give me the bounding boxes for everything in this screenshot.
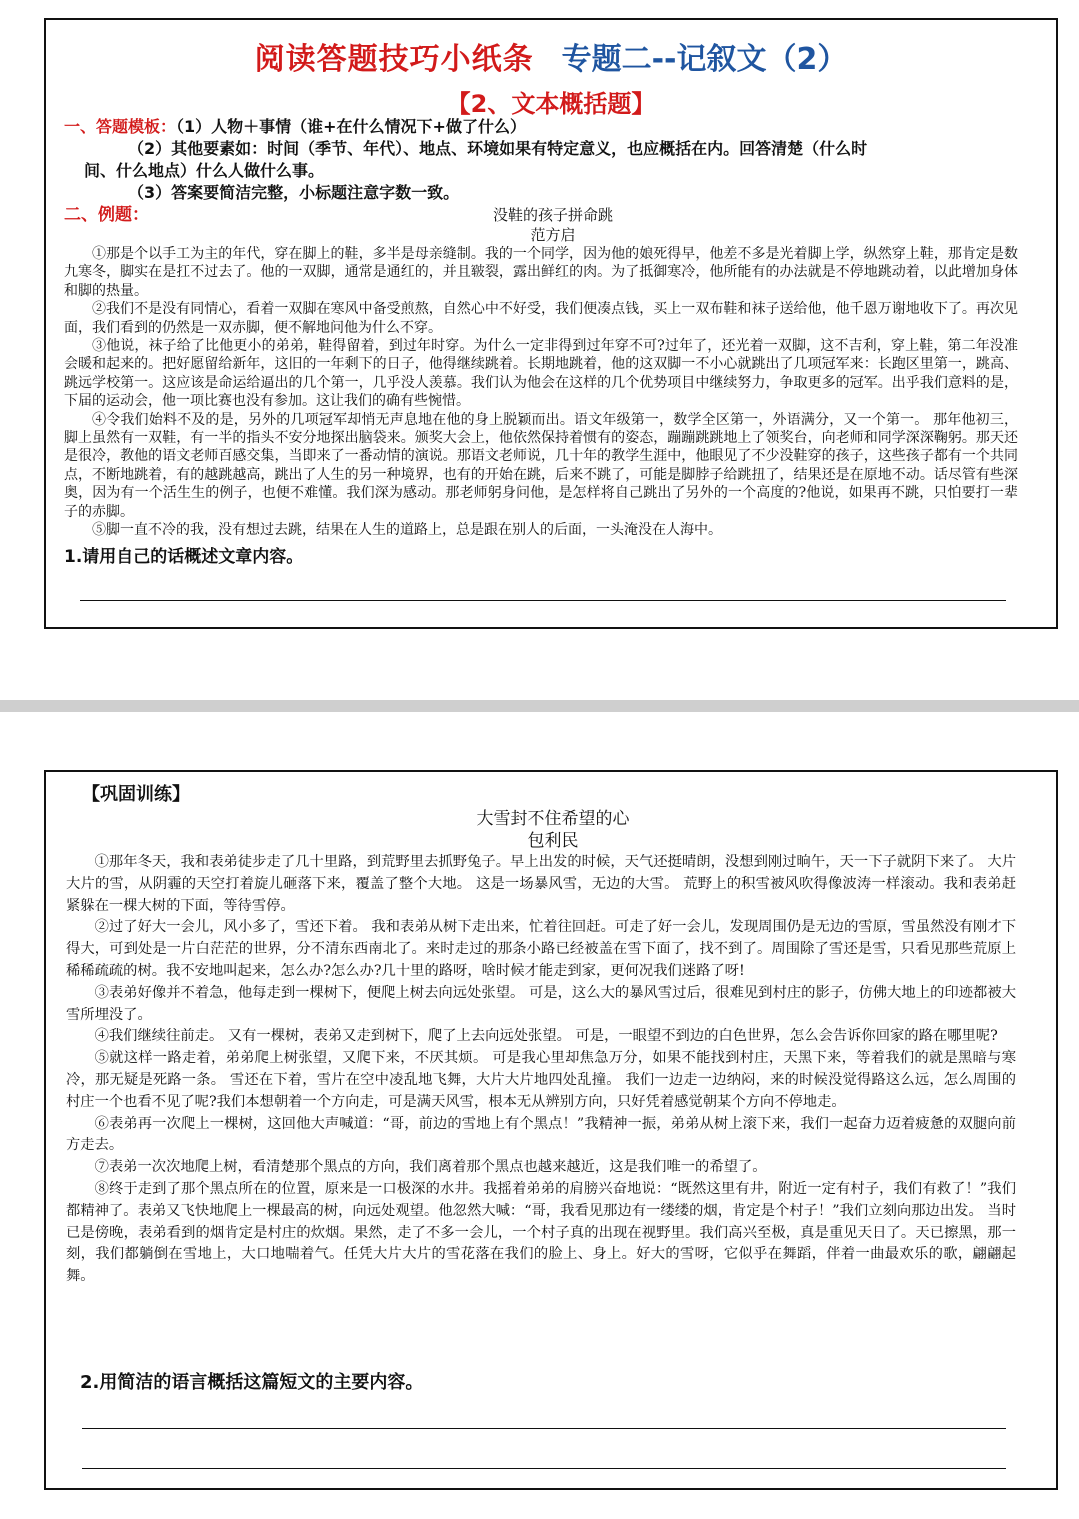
answer-line[interactable] <box>82 1428 1006 1429</box>
question-2: 2.用简洁的语言概括这篇短文的主要内容。 <box>80 1372 424 1393</box>
page-title <box>46 34 1056 78</box>
passage-paragraph: ①那是个以手工为主的年代，穿在脚上的鞋，多半是母亲缝制。我的一个同学，因为他的娘死得早，他差不多是光着脚上学，纵然穿上鞋，那肯定是数九寒冬，脚实在是扛不过去了。他的一双脚，通常是通红的，并且皲裂，露出鲜红的肉。为了抵御寒冷，他所能有的办法就是不停地跳动着，以此增加身体和脚的热量。 <box>64 246 1018 299</box>
worksheet-page-2 <box>44 770 1058 1490</box>
template-item-3: （3）答案要简洁完整，小标题注意字数一致。 <box>128 183 460 202</box>
answer-line[interactable] <box>82 1468 1006 1469</box>
passage-paragraph: ⑥表弟再一次爬上一棵树，这回他大声喊道：“哥，前边的雪地上有个黑点！”我精神一振，弟弟从树上滚下来，我们一起奋力迈着疲惫的双腿向前方走去。 <box>66 1115 1016 1154</box>
worksheet-page-1 <box>44 18 1058 629</box>
example-passage <box>64 245 1018 540</box>
passage-paragraph: ⑧终于走到了那个黑点所在的位置，原来是一口极深的水井。我摇着弟弟的肩膀兴奋地说：“既然这里有井，附近一定有村子，我们有救了！”我们都精神了。表弟又飞快地爬上一棵最高的树，向远处观望。他忽然大喊：“哥，我看见那边有一缕缕的烟，肯定是个村子！”我们立刻向那边出发。 当时已是傍晚，表弟看到的烟肯定是村庄的炊烟。果然，走了不多一会儿，一个村子真的出现在视野里。我们高兴至极，真是重见天日了。天已擦黑，那一刻，我们都躺倒在雪地上，大口地喘着气。任凭大片大片的雪花落在我们的脸上、身上。好大的雪呀，它似乎在舞蹈，伴着一曲最欢乐的歌，翩翩起舞。 <box>66 1180 1016 1285</box>
template-line-1 <box>64 116 526 138</box>
passage-paragraph: ②我们不是没有同情心，看着一双脚在寒风中备受煎熬，自然心中不好受，我们便凑点钱，买上一双布鞋和袜子送给他，他千恩万谢地收下了。再次见面，我们看到的仍然是一双赤脚，便不解地问他为什么不穿。 <box>64 301 1018 336</box>
passage-paragraph: ①那年冬天，我和表弟徒步走了几十里路，到荒野里去抓野兔子。早上出发的时候，天气还挺晴朗，没想到刚过晌午，天一下子就阴下来了。 大片大片的雪，从阴霾的天空打着旋儿砸落下来，覆盖了整个大地。 这是一场暴风雪，无边的大雪。 荒野上的积雪被风吹得像波涛一样滚动。我和表弟赶紧躲在一棵大树的下面，等待雪停。 <box>66 854 1016 914</box>
passage-paragraph: ③他说，袜子给了比他更小的弟弟，鞋得留着，到过年时穿。为什么一定非得到过年穿不可?过年了，还光着一双脚，这不吉利，穿上鞋，第二年没准会暖和起来的。把好愿留给新年，这旧的一年剩下的日子，他得继续跳着。长期地跳着，他的这双脚一不小心就跳出了几项冠军来：长跑区里第一，跳高、跳远学校第一。这应该是命运给逼出的几个第一，几乎没人羡慕。我们认为他会在这样的几个优势项目中继续努力，争取更多的冠军。出乎我们意料的是，下届的运动会，他一项比赛也没有参加。这让我们的确有些惋惜。 <box>64 338 1018 410</box>
practice-section-title: 【巩固训练】 <box>82 784 190 805</box>
section-title: 【2、文本概括题】 <box>446 90 656 118</box>
template-label: 一、答题模板： <box>64 117 177 136</box>
passage-paragraph: ⑦表弟一次次地爬上树，看清楚那个黑点的方向，我们离着那个黑点也越来越近，这是我们唯一的希望了。 <box>94 1159 767 1176</box>
title-subtitle: 专题二--记叙文（2） <box>561 42 848 77</box>
passage-paragraph: ②过了好大一会儿，风小多了，雪还下着。 我和表弟从树下走出来，忙着往回赶。可走了好一会儿，发现周围仍是无边的雪原，雪虽然没有刚才下得大，可到处是一片白茫茫的世界，分不清东西南北了。来时走过的那条小路已经被盖在雪下面了，找不到了。周围除了雪还是雪，只看见那些荒原上稀稀疏疏的树。我不安地叫起来，怎么办?怎么办?几十里的路呀，啥时候才能走到家，更何况我们迷路了呀! <box>66 919 1016 979</box>
template-item-2-line-1: （2）其他要素如：时间（季节、年代）、地点、环境如果有特定意义，也应概括在内。回答清楚（什么时 <box>128 139 868 158</box>
passage-paragraph: ⑤就这样一路走着，弟弟爬上树张望，又爬下来，不厌其烦。 可是我心里却焦急万分，如果不能找到村庄，天黑下来，等着我们的就是黑暗与寒冷，那无疑是死路一条。 雪还在下着，雪片在空中凌乱地飞舞，大片大片地四处乱撞。 我们一边走一边纳闷，来的时候没觉得路这么远，怎么周围的村庄一个也看不见了呢?我们本想朝着一个方向走，可是满天风雪，根本无从辨别方向，只好凭着感觉朝某个方向不停地走。 <box>66 1050 1016 1110</box>
practice-author: 包利民 <box>527 831 579 851</box>
practice-title: 大雪封不住希望的心 <box>476 809 630 829</box>
template-item-1: （1）人物＋事情（谁+在什么情况下+做了什么） <box>176 117 526 136</box>
answer-line[interactable] <box>80 600 1006 601</box>
passage-paragraph: ③表弟好像并不着急，他每走到一棵树下，便爬上树去向远处张望。 可是，这么大的暴风雪过后，很难见到村庄的影子，仿佛大地上的印迹都被大雪所埋没了。 <box>66 984 1016 1023</box>
example-author: 范方启 <box>530 226 576 244</box>
template-item-2-line-2: 间、什么地点）什么人做什么事。 <box>84 161 325 180</box>
page-separator <box>0 700 1079 712</box>
title-main: 阅读答题技巧小纸条 <box>254 42 534 77</box>
practice-passage <box>66 852 1016 1288</box>
question-1: 1.请用自己的话概述文章内容。 <box>64 547 304 567</box>
example-label: 二、例题： <box>64 205 149 225</box>
passage-paragraph: ④我们继续往前走。 又有一棵树，表弟又走到树下，爬了上去向远处张望。 可是，一眼望不到边的白色世界，怎么会告诉你回家的路在哪里呢? <box>94 1028 998 1045</box>
passage-paragraph: ⑤脚一直不冷的我，没有想过去跳，结果在人生的道路上，总是跟在别人的后面，一头淹没在人海中。 <box>92 522 722 539</box>
passage-paragraph: ④令我们始料不及的是，另外的几项冠军却悄无声息地在他的身上脱颖而出。语文年级第一，数学全区第一，外语满分，又一个第一。 那年他初三，脚上虽然有一双鞋，有一半的指头不安分地探出脑袋来。颁奖大会上，他依然保持着惯有的姿态，蹦蹦跳跳地上了领奖台，向老师和同学深深鞠躬。那天还是很冷，教他的语文老师百感交集，当即来了一番动情的演说。那语文老师说，几十年的教学生涯中，他眼见了不少没鞋穿的孩子，这些孩子都有一个共同点，不断地跳着，有的越跳越高，跳出了人生的另一种境界，也有的开始在跳，后来不跳了，可能是脚脖子给跳扭了，结果还是在原地不动。话尽管有些深奥，因为有一个活生生的例子，也便不难懂。我们深为感动。那老师躬身问他，是怎样将自己跳出了另外的一个高度的?他说，如果再不跳，只怕要打一辈子的赤脚。 <box>64 411 1018 520</box>
example-title: 没鞋的孩子拼命跳 <box>492 206 613 224</box>
